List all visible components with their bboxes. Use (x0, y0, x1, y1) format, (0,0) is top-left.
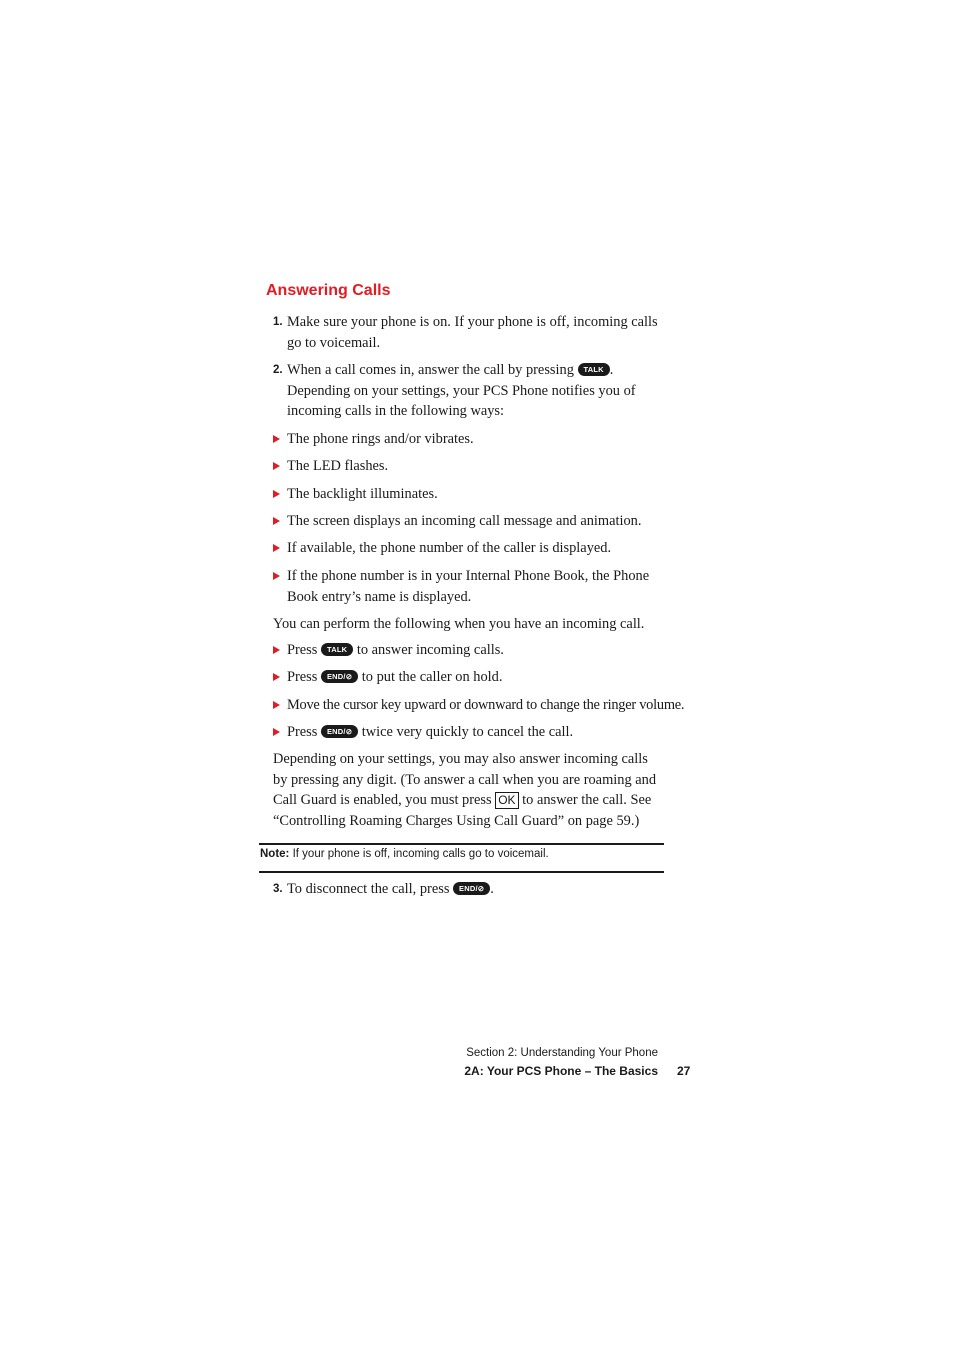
end-key-icon: END/⊘ (321, 670, 358, 683)
step-number: 1. (273, 316, 283, 328)
list-item-text (287, 722, 673, 743)
step-text-part: . Depending on your settings, your PCS Phone notifies you of incoming calls in the following ways: (287, 362, 636, 419)
list-item (273, 667, 673, 688)
bullet-arrow-icon (273, 728, 280, 736)
list-item (273, 640, 673, 661)
list-item (273, 511, 673, 532)
bullet-arrow-icon (273, 490, 280, 498)
note-label: Note: (260, 848, 290, 860)
step-1 (273, 312, 673, 353)
bullet-arrow-icon (273, 544, 280, 552)
footer-chapter: 2A: Your PCS Phone – The Basics (464, 1064, 658, 1078)
note-text: If your phone is off, incoming calls go to voicemail. (289, 848, 549, 860)
list-item-text (287, 640, 673, 661)
list-item-text: If available, the phone number of the caller is displayed. (287, 540, 612, 556)
step-number: 3. (273, 883, 283, 895)
list-item-text: The backlight illuminates. (287, 486, 438, 502)
list-item-text: The phone rings and/or vibrates. (287, 431, 474, 447)
list-item-text: The LED flashes. (287, 458, 389, 474)
note-bottom-rule (259, 871, 664, 873)
bullet-arrow-icon (273, 673, 280, 681)
text-part: Press (287, 724, 321, 740)
step-text (287, 360, 673, 422)
list-item (273, 538, 673, 559)
text-part: Press (287, 669, 321, 685)
note-top-rule (259, 843, 664, 845)
page-number: 27 (677, 1064, 691, 1078)
list-item (273, 456, 673, 477)
bullet-arrow-icon (273, 572, 280, 580)
step-text: Make sure your phone is on. If your phone is off, incoming calls go to voicemail. (287, 314, 658, 351)
step-text-part: When a call comes in, answer the call by pressing (287, 362, 578, 378)
paragraph-text: You can perform the following when you have an incoming call. (273, 616, 645, 632)
step-text-part: . (490, 881, 494, 897)
step-text (287, 879, 673, 900)
talk-key-icon: TALK (321, 643, 353, 656)
bullet-arrow-icon (273, 517, 280, 525)
bullet-arrow-icon (273, 646, 280, 654)
list-item-text: If the phone number is in your Internal Phone Book, the Phone Book entry’s name is displayed. (287, 568, 650, 605)
text-part: twice very quickly to cancel the call. (358, 724, 574, 740)
step-2 (273, 360, 673, 422)
step-number: 2. (273, 364, 283, 376)
bullet-arrow-icon (273, 701, 280, 709)
bullet-arrow-icon (273, 435, 280, 443)
text-part: Press (287, 642, 321, 658)
list-item-text: The screen displays an incoming call message and animation. (287, 513, 642, 529)
list-item-text (287, 667, 673, 688)
end-key-icon: END/⊘ (321, 725, 358, 738)
text-part: Depending on your settings, you may also answer incoming calls by pressing any digit. (To answer a call when you are roaming and Call Guard is enabled, you must press (273, 751, 657, 808)
section-heading: Answering Calls (266, 282, 391, 299)
end-key-icon: END/⊘ (453, 882, 490, 895)
step-3 (273, 879, 673, 900)
paragraph-text (273, 749, 665, 831)
options-intro (273, 614, 673, 635)
step-text-part: To disconnect the call, press (287, 881, 454, 897)
footer-section: Section 2: Understanding Your Phone (466, 1047, 658, 1059)
list-item (273, 695, 685, 716)
note (260, 848, 664, 860)
list-item (273, 429, 673, 450)
text-part: to put the caller on hold. (358, 669, 503, 685)
list-item-text: Move the cursor key upward or downward to change the ringer volume. (287, 697, 685, 713)
ok-key-icon: OK (495, 792, 518, 809)
list-item (273, 484, 673, 505)
digit-paragraph (273, 749, 665, 831)
text-part: to answer incoming calls. (353, 642, 504, 658)
talk-key-icon: TALK (578, 363, 610, 376)
bullet-arrow-icon (273, 462, 280, 470)
list-item (273, 722, 673, 743)
text-part: to answer the call. See “Controlling Roaming Charges Using Call Guard” on page 59.) (273, 792, 652, 829)
list-item (273, 566, 673, 607)
